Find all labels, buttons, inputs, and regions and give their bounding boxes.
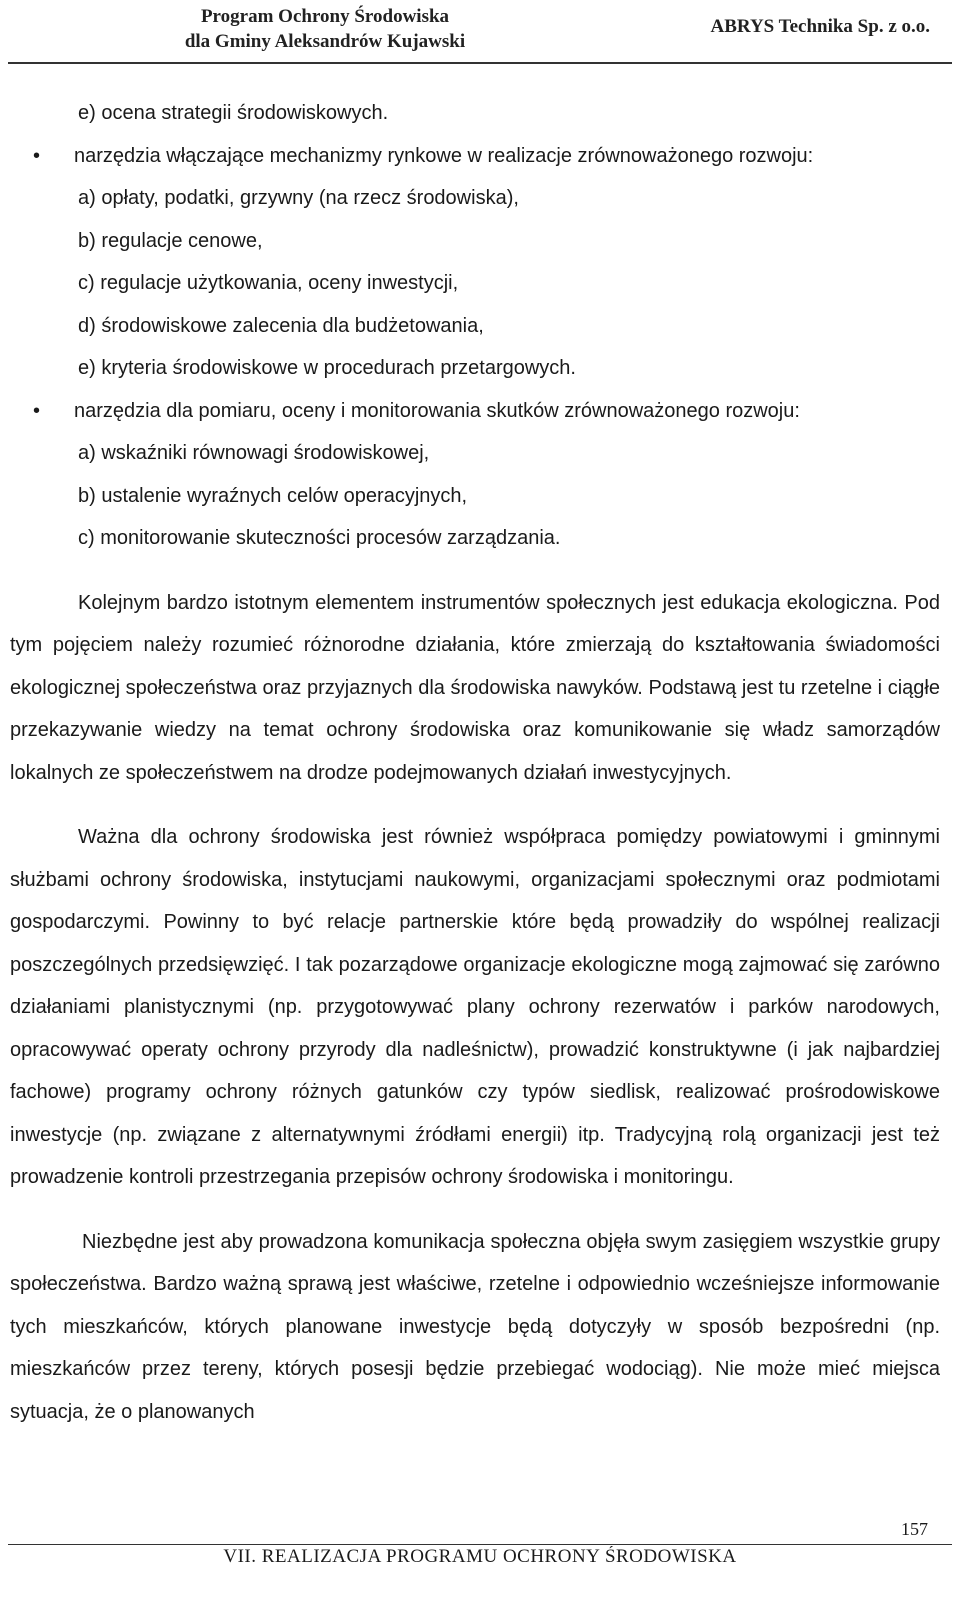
bullet-title: narzędzia dla pomiaru, oceny i monitorowania skutków zrównoważonego rozwoju:: [74, 399, 800, 422]
header-program-line1: Program Ochrony Środowiska: [200, 6, 450, 27]
bullet-item: [10, 390, 940, 433]
footer-divider: [8, 1544, 952, 1545]
bullet-icon: •: [33, 399, 41, 422]
paragraph-cooperation: Ważna dla ochrony środowiska jest również współpraca pomiędzy powiatowymi i gminnymi służbami ochrony środowiska, instytucjami naukowymi, organizacjami społecznymi oraz podmiotami gospodarczymi. Powinny to być relacje partnerskie które będą prowadziły do wspólnej realizacji poszczególnych przedsięwzięć. I tak pozarządowe organizacje ekologiczne mogą zajmować się zarówno działaniami planistycznymi (np. przygotowywać plany ochrony rezerwatów i parków narodowych, opracowywać operaty ochrony przyrody dla nadleśnictw), prowadzić konstruktywne (i jak najbardziej fachowe) programy ochrony różnych gatunków czy typów siedlisk, realizować prośrodowiskowe inwestycje (np. związane z alternatywnymi źródłami energii) itp. Tradycyjną rolą organizacji jest też prowadzenie kontroli przestrzegania przepisów ochrony środowiska i monitoringu.: [10, 826, 940, 1188]
list-item: a) opłaty, podatki, grzywny (na rzecz środowiska),: [78, 187, 519, 209]
header-program-line2: dla Gminy Aleksandrów Kujawski: [184, 31, 466, 52]
page-number: 157: [901, 1519, 928, 1539]
list-item: c) monitorowanie skuteczności procesów zarządzania.: [78, 527, 561, 549]
list-item: e) ocena strategii środowiskowych.: [78, 102, 389, 124]
header-divider: [8, 62, 952, 64]
document-body: [10, 92, 940, 1453]
list-item: b) regulacje cenowe,: [78, 229, 263, 252]
footer-chapter-title: VII. REALIZACJA PROGRAMU OCHRONY ŚRODOWISKA: [223, 1546, 737, 1567]
paragraph-communication: Niezbędne jest aby prowadzona komunikacja społeczna objęła swym zasięgiem wszystkie grupy społeczeństwa. Bardzo ważną sprawą jest właściwe, rzetelne i odpowiednio wcześniejsze informowanie tych mieszkańców, których planowane inwestycje będą dotyczyły w sposób bezpośredni (np. mieszkańców przez tereny, których posesji będzie przebiegać wodociąg). Nie może mieć miejsca sytuacja, że o planowanych: [10, 1230, 940, 1423]
page-header: [0, 0, 960, 66]
header-company: ABRYS Technika Sp. z o.o.: [710, 16, 930, 37]
list-item: d) środowiskowe zalecenia dla budżetowania,: [78, 314, 484, 337]
paragraph-education: Kolejnym bardzo istotnym elementem instrumentów społecznych jest edukacja ekologiczna. Pod tym pojęciem należy rozumieć różnorodne działania, które zmierzają do kształtowania świadomości ekologicznej społeczeństwa oraz przyjaznych dla środowiska nawyków. Podstawą jest tu rzetelne i ciągłe przekazywanie wiedzy na temat ochrony środowiska oraz komunikowanie się władz samorządów lokalnych ze społeczeństwem na drodze podejmowanych działań inwestycyjnych.: [10, 591, 940, 784]
bullet-item: [10, 135, 940, 178]
list-item: a) wskaźniki równowagi środowiskowej,: [78, 442, 430, 464]
bullet-title: narzędzia włączające mechanizmy rynkowe w realizacje zrównoważonego rozwoju:: [74, 144, 814, 167]
list-item: c) regulacje użytkowania, oceny inwestycji,: [78, 272, 459, 294]
header-program-title: [0, 4, 650, 54]
bullet-icon: •: [33, 144, 41, 167]
list-item: e) kryteria środowiskowe w procedurach przetargowych.: [78, 357, 576, 379]
list-item: b) ustalenie wyraźnych celów operacyjnych,: [78, 484, 468, 507]
